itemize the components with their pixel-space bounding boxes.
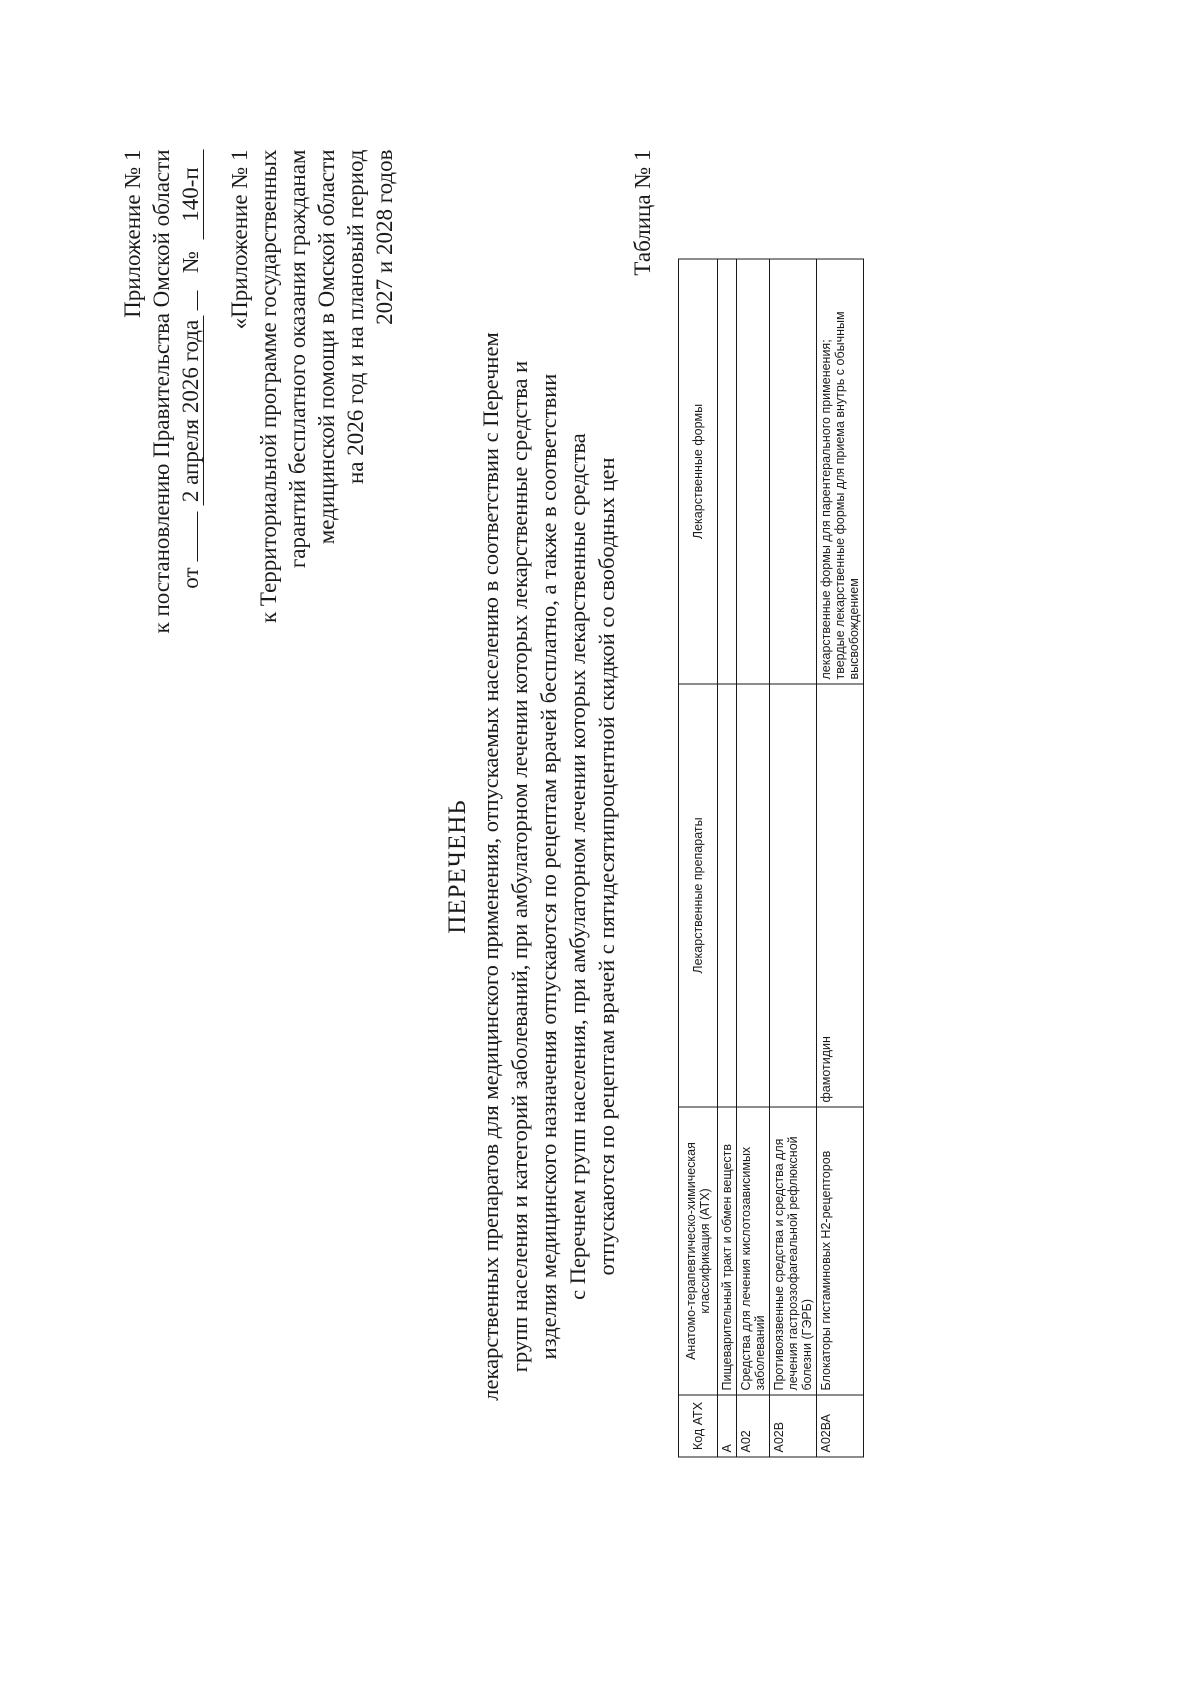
header-drugs: Лекарственные препараты	[679, 684, 718, 1107]
program-line: медицинской помощи в Омской области	[314, 149, 339, 545]
program-line: 2027 и 2028 годов	[372, 149, 397, 325]
resolution-date-line	[176, 150, 205, 850]
document-title-block	[444, 277, 621, 1457]
cell-drugs	[770, 684, 817, 1107]
program-line: «Приложение № 1	[227, 149, 252, 330]
table-row	[737, 259, 770, 1457]
appendix-label: Приложение № 1	[120, 149, 145, 318]
cell-classification: Пищеварительный тракт и обмен веществ	[718, 1107, 737, 1395]
cell-forms	[737, 259, 770, 684]
resolution-number: 140-п	[179, 150, 204, 240]
date-prefix: от	[178, 567, 203, 589]
cell-classification: Противоязвенные средства и средства для лечения гастроэзофагеальной рефлюксной болезни (ГЭРБ)	[770, 1107, 817, 1395]
cell-drugs	[737, 684, 770, 1107]
cell-code: А02	[737, 1395, 770, 1457]
table-row	[770, 259, 817, 1457]
cell-drugs: фамотидин	[817, 684, 864, 1107]
header-classification: Анатомо-терапевтическо-химическая классификация (АТХ)	[679, 1107, 718, 1395]
program-line: гарантий бесплатного оказания гражданам	[285, 149, 310, 569]
resolution-date: 2 апреля 2026 года	[179, 316, 204, 506]
description-line: изделия медицинского назначения отпускаются по рецептам врачей бесплатно, а также в соответствии	[536, 373, 561, 1360]
header-code: Код АТХ	[679, 1395, 718, 1457]
description-line: отпускаются по рецептам врачей с пятидесятипроцентной скидкой со свободных цен	[594, 457, 619, 1276]
document-description	[476, 277, 621, 1457]
cell-classification: Блокаторы гистаминовых Н2-рецепторов	[817, 1107, 864, 1395]
cell-forms	[718, 259, 737, 684]
cell-forms	[817, 259, 864, 684]
description-line: групп населения и категорий заболеваний, при амбулаторном лечении которых лекарственные средства и	[507, 360, 532, 1373]
drug-table	[678, 259, 864, 1458]
program-line: к Территориальной программе государственных	[256, 149, 281, 623]
description-line: с Перечнем групп населения, при амбулаторном лечении которых лекарственные средства	[565, 433, 590, 1300]
cell-code: А	[718, 1395, 737, 1457]
description-line: лекарственных препаратов для медицинского применения, отпускаемых населению в соответствии с Перечнем	[478, 332, 503, 1401]
cell-code: А02В	[770, 1395, 817, 1457]
appendix-header	[118, 150, 205, 850]
cell-forms	[770, 259, 817, 684]
table-row	[718, 259, 737, 1457]
table-label: Таблица № 1	[630, 149, 655, 276]
date-underline-left	[197, 512, 198, 562]
program-line: на 2026 год и на плановый период	[343, 149, 368, 485]
resolution-line: к постановлению Правительства Омской области	[149, 149, 174, 634]
date-underline-right	[197, 290, 198, 310]
table-header-row	[679, 259, 718, 1457]
form-item: лекарственные формы для парентерального применения;	[819, 339, 833, 680]
form-item: твердые лекарственные формы для приема внутрь с обычным высвобождением	[833, 311, 861, 680]
cell-drugs	[718, 684, 737, 1107]
cell-classification: Средства для лечения кислотозависимых заболеваний	[737, 1107, 770, 1395]
number-prefix: №	[178, 251, 203, 273]
program-header	[225, 150, 399, 950]
cell-code: А02ВА	[817, 1395, 864, 1457]
header-forms: Лекарственные формы	[679, 259, 718, 684]
table-row	[817, 259, 864, 1457]
document-title: ПЕРЕЧЕНЬ	[444, 799, 471, 934]
